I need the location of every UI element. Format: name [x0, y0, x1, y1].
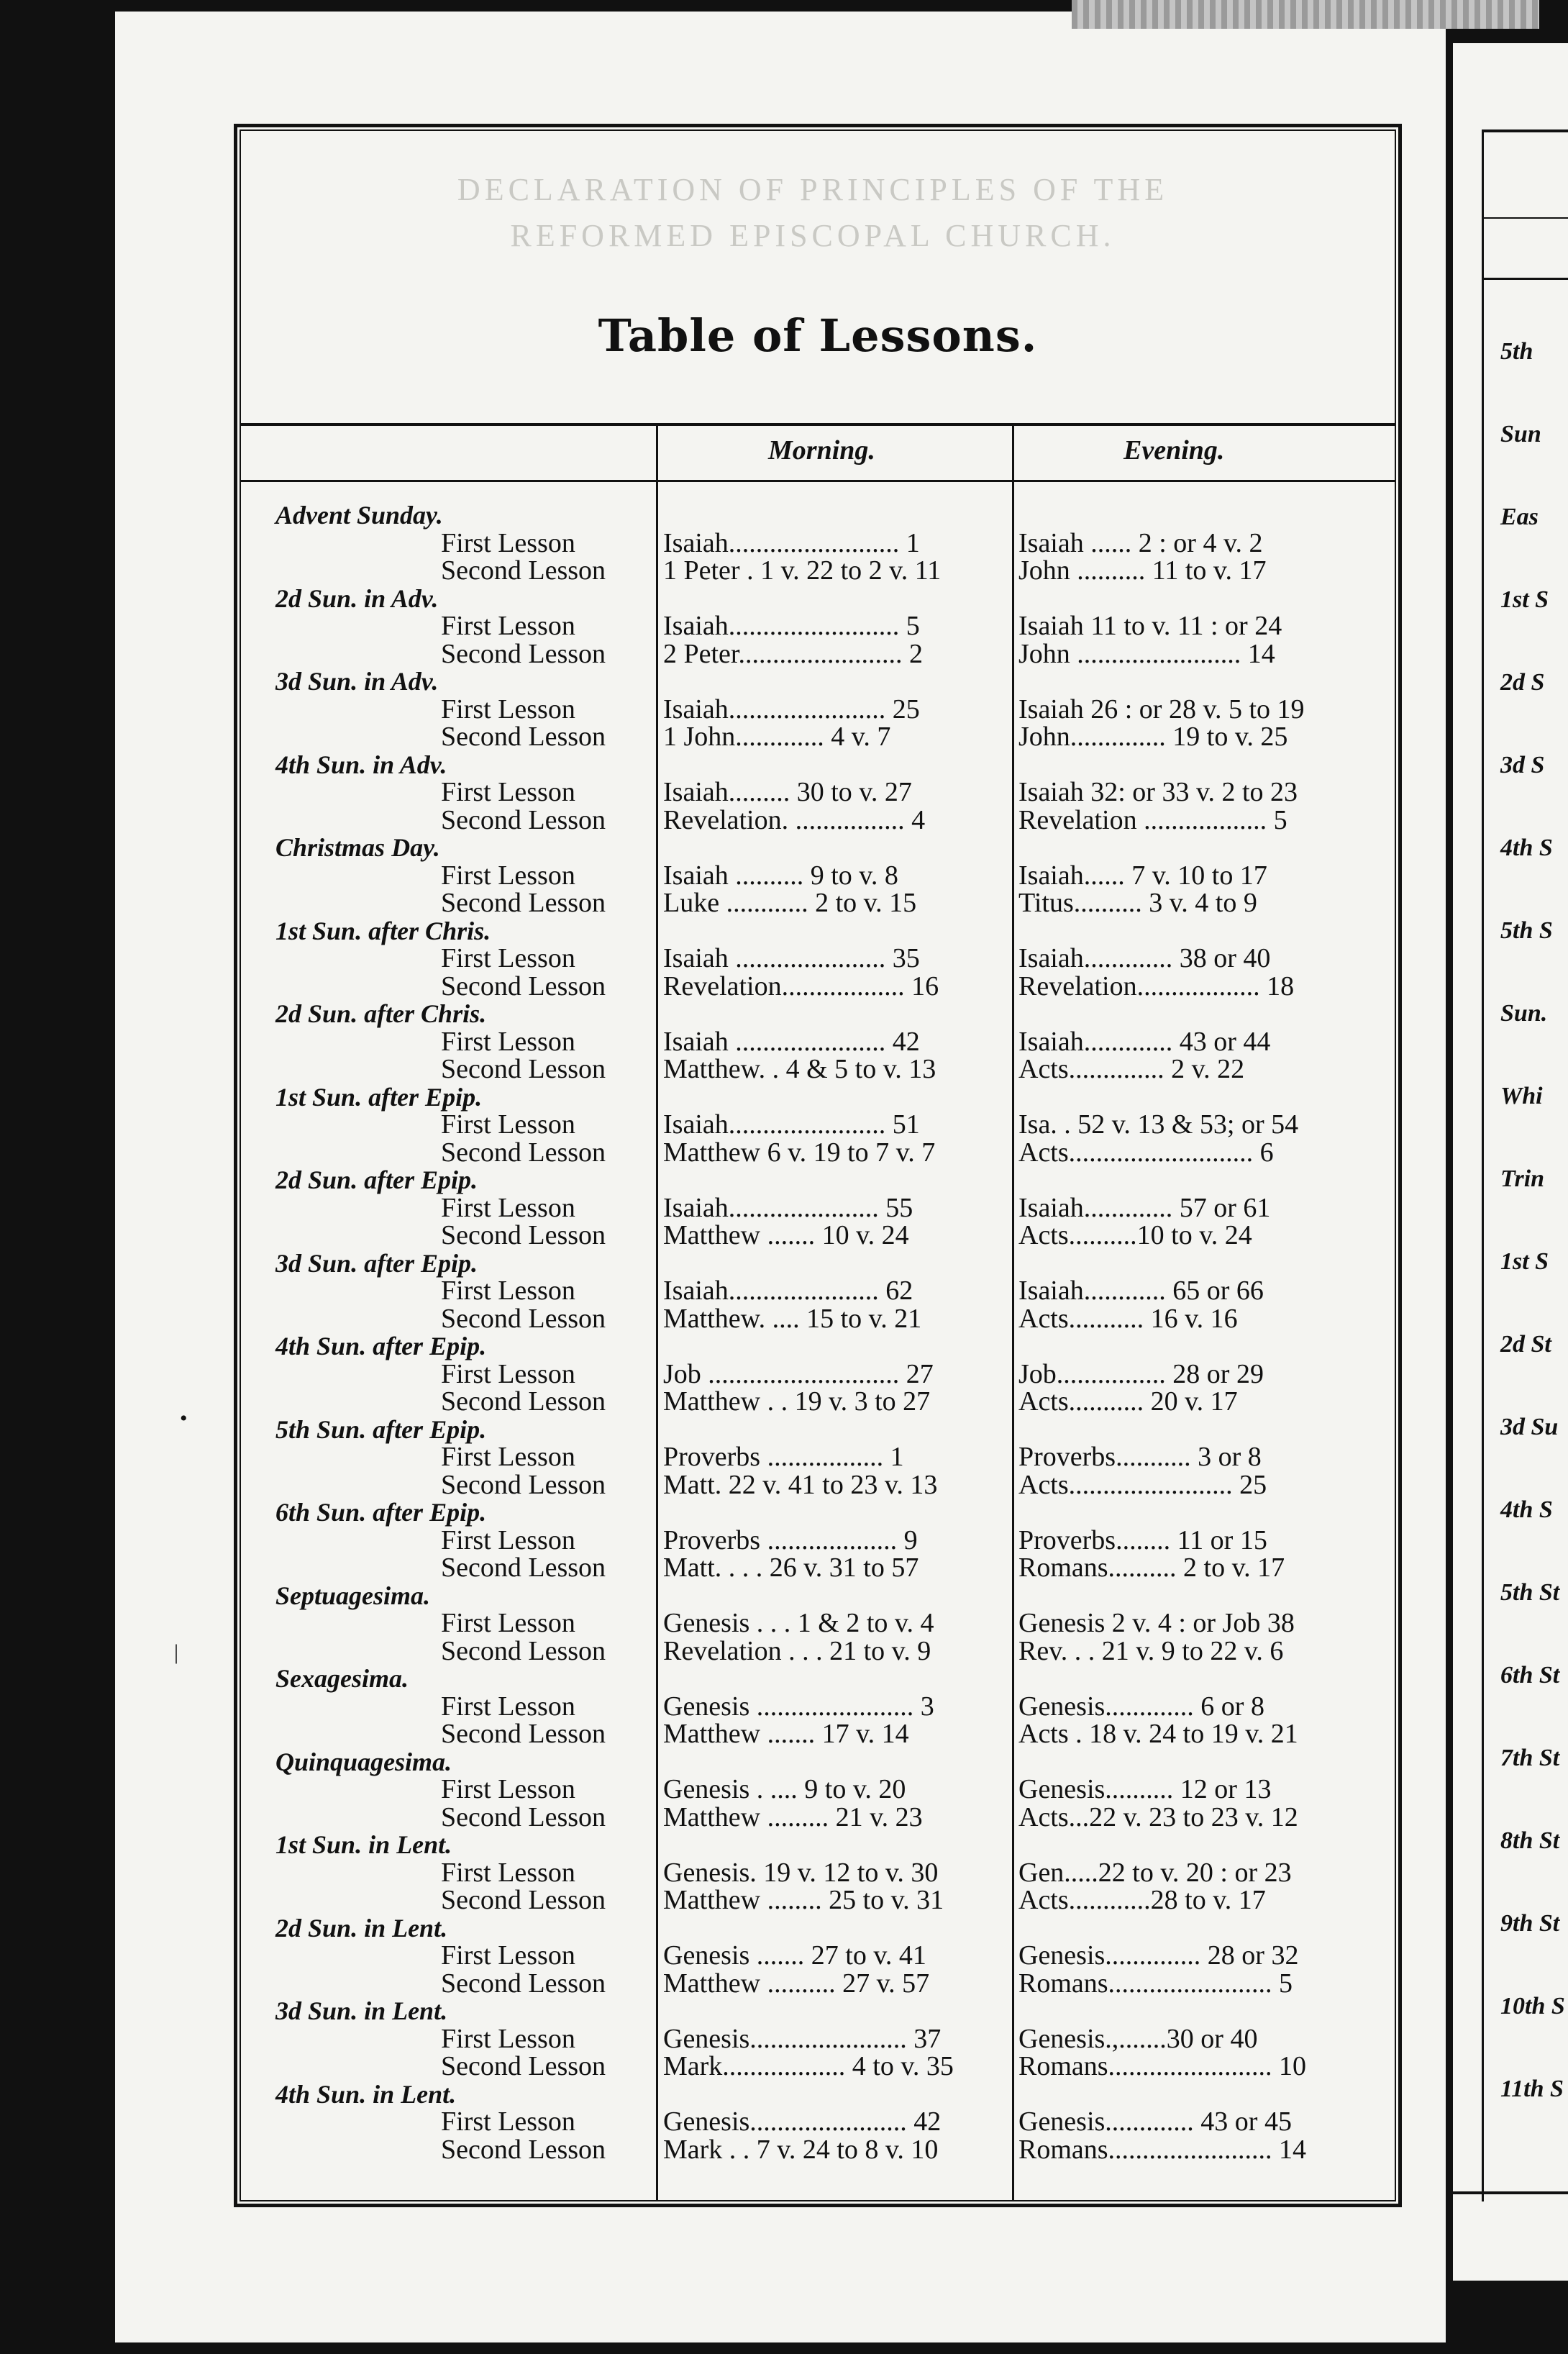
right-page-label: 2d St — [1500, 1331, 1551, 1358]
sunday-heading: 4th Sun. after Epip. — [275, 1332, 487, 1360]
second-lesson-label: Second Lesson — [441, 1801, 606, 1832]
first-lesson-evening: Isaiah 32: or 33 v. 2 to 23 — [1018, 777, 1298, 807]
right-page-label: 1st S — [1500, 1248, 1549, 1275]
second-lesson-label: Second Lesson — [441, 1968, 606, 1999]
sunday-heading: 3d Sun. in Adv. — [275, 667, 439, 696]
first-lesson-morning: Isaiah .......... 9 to v. 8 — [663, 860, 898, 891]
second-lesson-evening: Acts..........10 to v. 24 — [1018, 1220, 1252, 1250]
first-lesson-evening: Genesis............. 43 or 45 — [1018, 2107, 1292, 2137]
right-page-label: 3d S — [1500, 752, 1545, 778]
first-lesson-evening: Gen.....22 to v. 20 : or 23 — [1018, 1857, 1292, 1888]
title-divider — [240, 423, 1396, 426]
right-page-label: 5th S — [1500, 917, 1553, 944]
second-lesson-label: Second Lesson — [441, 1137, 606, 1168]
first-lesson-evening: Genesis............. 6 or 8 — [1018, 1691, 1264, 1722]
second-lesson-morning: Matthew ........ 25 to v. 31 — [663, 1885, 944, 1915]
first-lesson-label: First Lesson — [441, 1691, 575, 1722]
sunday-heading: Quinquagesima. — [275, 1747, 452, 1776]
right-page-rule — [1482, 129, 1568, 132]
first-lesson-label: First Lesson — [441, 527, 575, 558]
second-lesson-label: Second Lesson — [441, 2134, 606, 2165]
second-lesson-morning: Revelation. ................ 4 — [663, 804, 926, 835]
second-lesson-label: Second Lesson — [441, 1303, 606, 1334]
second-lesson-morning: 1 John............. 4 v. 7 — [663, 722, 891, 752]
second-lesson-evening: Acts........... 20 v. 17 — [1018, 1386, 1238, 1417]
first-lesson-label: First Lesson — [441, 1192, 575, 1223]
right-page-rule — [1482, 217, 1568, 219]
first-lesson-label: First Lesson — [441, 694, 575, 724]
second-lesson-evening: John ........................ 14 — [1018, 638, 1275, 669]
second-lesson-label: Second Lesson — [441, 1885, 606, 1915]
first-lesson-evening: Job................ 28 or 29 — [1018, 1358, 1264, 1389]
second-lesson-morning: Matthew ....... 17 v. 14 — [663, 1719, 909, 1749]
right-page-label: Sun — [1500, 421, 1541, 447]
first-lesson-morning: Genesis ....................... 3 — [663, 1691, 934, 1722]
first-lesson-morning: Genesis ....... 27 to v. 41 — [663, 1940, 926, 1971]
sunday-heading: 2d Sun. in Lent. — [275, 1913, 448, 1942]
second-lesson-label: Second Lesson — [441, 1054, 606, 1084]
first-lesson-label: First Lesson — [441, 777, 575, 807]
first-lesson-morning: Proverbs ................... 9 — [663, 1524, 918, 1555]
second-lesson-label: Second Lesson — [441, 555, 606, 586]
second-lesson-morning: Matthew. . 4 & 5 to v. 13 — [663, 1054, 936, 1084]
first-lesson-morning: Isaiah....................... 51 — [663, 1109, 920, 1140]
right-page-label: 4th S — [1500, 1496, 1553, 1523]
first-lesson-evening: Isaiah...... 7 v. 10 to 17 — [1018, 860, 1267, 891]
second-lesson-label: Second Lesson — [441, 722, 606, 752]
sunday-heading: 2d Sun. after Chris. — [275, 999, 487, 1028]
first-lesson-morning: Genesis....................... 42 — [663, 2107, 942, 2137]
first-lesson-label: First Lesson — [441, 2107, 575, 2137]
bleed-line: REFORMED EPISCOPAL CHURCH. — [510, 218, 1116, 253]
first-lesson-evening: Isaiah............. 38 or 40 — [1018, 943, 1271, 973]
first-lesson-morning: Genesis. 19 v. 12 to v. 30 — [663, 1857, 939, 1888]
right-page-label: 1st S — [1500, 586, 1549, 613]
first-lesson-evening: Isaiah............ 65 or 66 — [1018, 1276, 1264, 1306]
first-lesson-label: First Lesson — [441, 1608, 575, 1638]
second-lesson-evening: Acts............28 to v. 17 — [1018, 1885, 1266, 1915]
second-lesson-label: Second Lesson — [441, 1719, 606, 1749]
right-page-rule — [1482, 278, 1568, 280]
second-lesson-label: Second Lesson — [441, 888, 606, 918]
first-lesson-morning: Isaiah......................... 1 — [663, 527, 920, 558]
second-lesson-label: Second Lesson — [441, 2051, 606, 2081]
right-page-label: 2d S — [1500, 669, 1545, 696]
sunday-heading: 1st Sun. in Lent. — [275, 1830, 452, 1859]
right-page-label: Eas — [1500, 504, 1539, 530]
sunday-heading: 3d Sun. after Epip. — [275, 1248, 478, 1278]
right-page-rule — [1453, 2191, 1568, 2194]
right-page-label: 9th St — [1500, 1910, 1560, 1937]
first-lesson-morning: Isaiah...................... 55 — [663, 1192, 913, 1223]
first-lesson-evening: Isaiah 11 to v. 11 : or 24 — [1018, 611, 1282, 641]
first-lesson-label: First Lesson — [441, 1026, 575, 1057]
second-lesson-evening: John .......... 11 to v. 17 — [1018, 555, 1267, 586]
first-lesson-morning: Isaiah...................... 62 — [663, 1276, 913, 1306]
first-lesson-morning: Genesis . .... 9 to v. 20 — [663, 1774, 906, 1804]
first-lesson-label: First Lesson — [441, 943, 575, 973]
first-lesson-evening: Isaiah ...... 2 : or 4 v. 2 — [1018, 527, 1263, 558]
first-lesson-evening: Genesis.......... 12 or 13 — [1018, 1774, 1272, 1804]
right-page-label: 4th S — [1500, 835, 1553, 861]
second-lesson-morning: Revelation.................. 16 — [663, 971, 939, 1001]
first-lesson-evening: Isaiah 26 : or 28 v. 5 to 19 — [1018, 694, 1305, 724]
column-divider-evening — [1012, 424, 1014, 2200]
sunday-heading: 4th Sun. in Adv. — [275, 750, 447, 779]
second-lesson-morning: Matthew. .... 15 to v. 21 — [663, 1303, 922, 1334]
first-lesson-evening: Proverbs........ 11 or 15 — [1018, 1524, 1267, 1555]
right-page-border — [1482, 129, 1484, 2201]
right-page-edge — [1453, 43, 1568, 2281]
second-lesson-evening: Romans........................ 10 — [1018, 2051, 1307, 2081]
first-lesson-evening: Isa. . 52 v. 13 & 53; or 54 — [1018, 1109, 1299, 1140]
first-lesson-evening: Genesis 2 v. 4 : or Job 38 — [1018, 1608, 1295, 1638]
second-lesson-morning: Mark . . 7 v. 24 to 8 v. 10 — [663, 2134, 939, 2165]
sunday-heading: 5th Sun. after Epip. — [275, 1414, 487, 1444]
second-lesson-evening: John.............. 19 to v. 25 — [1018, 722, 1288, 752]
first-lesson-evening: Isaiah............. 57 or 61 — [1018, 1192, 1271, 1223]
second-lesson-evening: Acts........................... 6 — [1018, 1137, 1274, 1168]
second-lesson-evening: Acts........... 16 v. 16 — [1018, 1303, 1238, 1334]
second-lesson-label: Second Lesson — [441, 804, 606, 835]
second-lesson-morning: Matthew 6 v. 19 to 7 v. 7 — [663, 1137, 936, 1168]
binding-strip — [1072, 0, 1539, 29]
column-divider-morning — [656, 424, 658, 2200]
margin-tick: | — [174, 1640, 179, 1664]
sunday-heading: 6th Sun. after Epip. — [275, 1498, 487, 1527]
second-lesson-morning: Matthew .......... 27 v. 57 — [663, 1968, 930, 1999]
second-lesson-evening: Acts...22 v. 23 to 23 v. 12 — [1018, 1801, 1298, 1832]
first-lesson-morning: Job ............................ 27 — [663, 1358, 934, 1389]
second-lesson-label: Second Lesson — [441, 1553, 606, 1583]
right-page-label: 3d Su — [1500, 1414, 1559, 1440]
right-page-label: 7th St — [1500, 1745, 1560, 1771]
second-lesson-morning: Matthew ......... 21 v. 23 — [663, 1801, 923, 1832]
first-lesson-label: First Lesson — [441, 1442, 575, 1472]
second-lesson-evening: Titus.......... 3 v. 4 to 9 — [1018, 888, 1257, 918]
sunday-heading: Advent Sunday. — [275, 501, 443, 530]
sunday-heading: Septuagesima. — [275, 1581, 431, 1610]
first-lesson-morning: Isaiah ...................... 42 — [663, 1026, 920, 1057]
sunday-heading: 2d Sun. in Adv. — [275, 583, 439, 613]
bleed-line: DECLARATION OF PRINCIPLES OF THE — [457, 172, 1169, 207]
first-lesson-evening: Proverbs........... 3 or 8 — [1018, 1442, 1262, 1472]
second-lesson-label: Second Lesson — [441, 1469, 606, 1500]
first-lesson-label: First Lesson — [441, 1940, 575, 1971]
first-lesson-label: First Lesson — [441, 611, 575, 641]
sunday-heading: Sexagesima. — [275, 1664, 409, 1693]
sunday-heading: Christmas Day. — [275, 833, 440, 862]
second-lesson-morning: Matthew ....... 10 v. 24 — [663, 1220, 909, 1250]
second-lesson-evening: Romans.......... 2 to v. 17 — [1018, 1553, 1285, 1583]
right-page-label: 5th St — [1500, 1579, 1560, 1606]
second-lesson-evening: Romans........................ 5 — [1018, 1968, 1293, 1999]
second-lesson-morning: Revelation . . . 21 to v. 9 — [663, 1635, 931, 1666]
first-lesson-evening: Isaiah............. 43 or 44 — [1018, 1026, 1271, 1057]
second-lesson-morning: 1 Peter . 1 v. 22 to 2 v. 11 — [663, 555, 942, 586]
right-page-label: 6th St — [1500, 1662, 1560, 1689]
second-lesson-morning: 2 Peter........................ 2 — [663, 638, 923, 669]
second-lesson-label: Second Lesson — [441, 971, 606, 1001]
right-page-label: 5th — [1500, 338, 1533, 365]
first-lesson-morning: Proverbs ................. 1 — [663, 1442, 904, 1472]
morning-header: Morning. — [768, 435, 875, 465]
header-divider — [240, 480, 1396, 482]
right-page-label: 8th St — [1500, 1827, 1560, 1854]
second-lesson-evening: Acts.............. 2 v. 22 — [1018, 1054, 1245, 1084]
first-lesson-morning: Isaiah......................... 5 — [663, 611, 920, 641]
sunday-heading: 3d Sun. in Lent. — [275, 1996, 448, 2025]
second-lesson-label: Second Lesson — [441, 638, 606, 669]
right-page-label: Sun. — [1500, 1000, 1548, 1027]
first-lesson-label: First Lesson — [441, 1276, 575, 1306]
second-lesson-morning: Matt. . . . 26 v. 31 to 57 — [663, 1553, 919, 1583]
first-lesson-evening: Genesis.............. 28 or 32 — [1018, 1940, 1299, 1971]
first-lesson-morning: Isaiah ...................... 35 — [663, 943, 920, 973]
first-lesson-label: First Lesson — [441, 1358, 575, 1389]
right-page-label: Whi — [1500, 1083, 1543, 1109]
page-title: Table of Lessons. — [598, 309, 1038, 362]
second-lesson-morning: Luke ............ 2 to v. 15 — [663, 888, 917, 918]
sunday-heading: 2d Sun. after Epip. — [275, 1165, 478, 1194]
evening-header: Evening. — [1123, 435, 1225, 465]
sunday-heading: 1st Sun. after Chris. — [275, 916, 491, 945]
second-lesson-evening: Acts........................ 25 — [1018, 1469, 1267, 1500]
first-lesson-label: First Lesson — [441, 1524, 575, 1555]
second-lesson-label: Second Lesson — [441, 1220, 606, 1250]
first-lesson-morning: Isaiah....................... 25 — [663, 694, 920, 724]
first-lesson-label: First Lesson — [441, 1774, 575, 1804]
second-lesson-label: Second Lesson — [441, 1635, 606, 1666]
first-lesson-label: First Lesson — [441, 2023, 575, 2054]
sunday-heading: 1st Sun. after Epip. — [275, 1082, 483, 1112]
second-lesson-evening: Revelation .................. 5 — [1018, 804, 1287, 835]
right-page-label: 10th S — [1500, 1993, 1565, 2019]
second-lesson-evening: Rev. . . 21 v. 9 to 22 v. 6 — [1018, 1635, 1284, 1666]
second-lesson-morning: Matthew . . 19 v. 3 to 27 — [663, 1386, 931, 1417]
right-page-label: 11th S — [1500, 2076, 1564, 2102]
first-lesson-label: First Lesson — [441, 1109, 575, 1140]
second-lesson-label: Second Lesson — [441, 1386, 606, 1417]
first-lesson-evening: Genesis.,.......30 or 40 — [1018, 2023, 1258, 2054]
second-lesson-evening: Revelation.................. 18 — [1018, 971, 1295, 1001]
margin-dot: • — [180, 1407, 188, 1430]
second-lesson-evening: Acts . 18 v. 24 to 19 v. 21 — [1018, 1719, 1298, 1749]
second-lesson-morning: Matt. 22 v. 41 to 23 v. 13 — [663, 1469, 938, 1500]
first-lesson-morning: Genesis . . . 1 & 2 to v. 4 — [663, 1608, 934, 1638]
second-lesson-evening: Romans........................ 14 — [1018, 2134, 1307, 2165]
first-lesson-morning: Genesis....................... 37 — [663, 2023, 942, 2054]
sunday-heading: 4th Sun. in Lent. — [275, 2079, 457, 2109]
first-lesson-morning: Isaiah......... 30 to v. 27 — [663, 777, 912, 807]
right-page-label: Trin — [1500, 1165, 1545, 1192]
first-lesson-label: First Lesson — [441, 860, 575, 891]
second-lesson-morning: Mark.................. 4 to v. 35 — [663, 2051, 954, 2081]
first-lesson-label: First Lesson — [441, 1857, 575, 1888]
